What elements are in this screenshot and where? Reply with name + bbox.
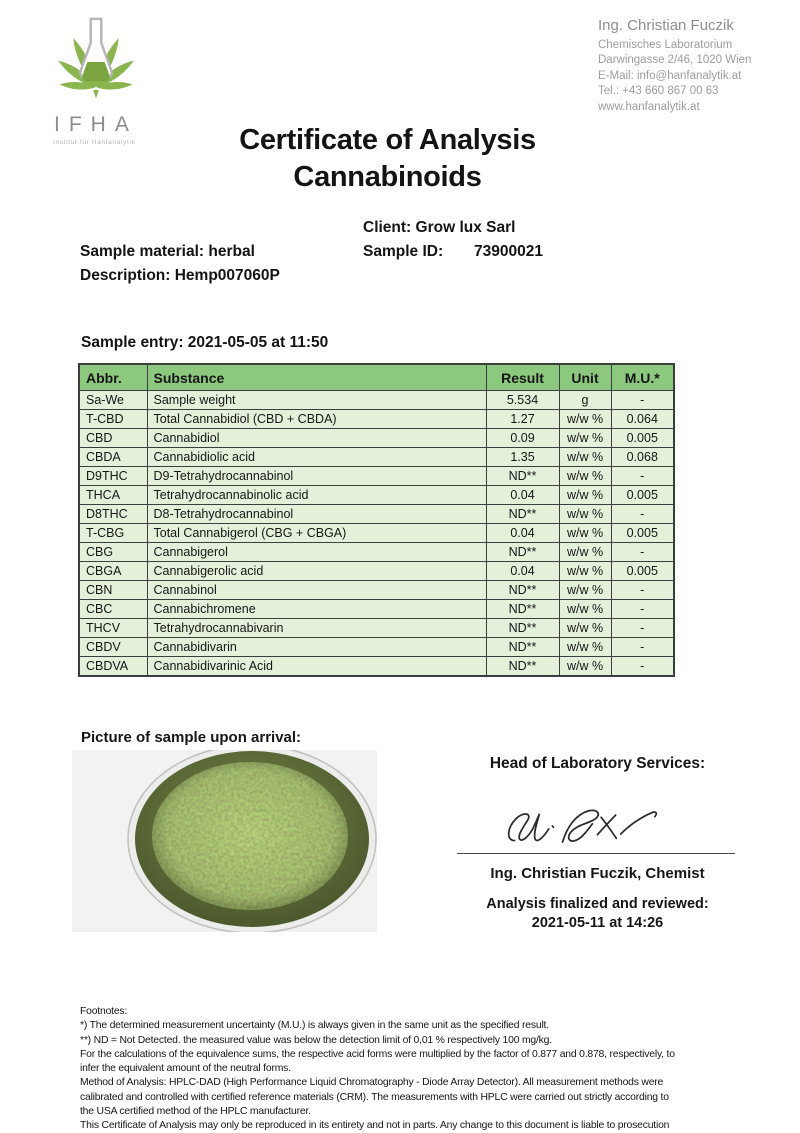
table-cell: THCV — [79, 619, 147, 638]
table-cell: w/w % — [559, 657, 611, 677]
table-cell: w/w % — [559, 524, 611, 543]
table-cell: Cannabichromene — [147, 600, 486, 619]
table-column-header: Result — [486, 364, 559, 391]
table-column-header: Abbr. — [79, 364, 147, 391]
description-line: Description: Hemp007060P — [80, 267, 280, 284]
footnote-line: calibrated and controlled with certified reference materials (CRM). The measurements with HPLC were carried out strictly according to — [80, 1091, 669, 1103]
table-cell: 0.005 — [611, 562, 674, 581]
table-column-header: Unit — [559, 364, 611, 391]
table-cell: w/w % — [559, 600, 611, 619]
footnote-line: For the calculations of the equivalence sums, the respective acid forms were multiplied by the factor of 0.877 and 0.878, respectively, to — [80, 1048, 675, 1060]
table-row — [79, 562, 674, 581]
table-row — [79, 600, 674, 619]
table-cell: 0.005 — [611, 524, 674, 543]
table-cell: Cannabigerol — [147, 543, 486, 562]
table-cell: Tetrahydrocannabivarin — [147, 619, 486, 638]
signature-heading: Head of Laboratory Services: — [489, 755, 706, 772]
table-column-header: M.U.* — [611, 364, 674, 391]
table-cell: - — [611, 619, 674, 638]
flask-shape — [80, 19, 111, 81]
drop-shape — [93, 90, 99, 99]
lab-contact-name: Ing. Christian Fuczik — [598, 17, 734, 34]
table-cell: 0.005 — [611, 486, 674, 505]
table-cell: - — [611, 391, 674, 410]
table-row — [79, 581, 674, 600]
table-cell: T-CBG — [79, 524, 147, 543]
signature-graphic — [500, 798, 660, 854]
table-cell: Cannabidiolic acid — [147, 448, 486, 467]
table-cell: w/w % — [559, 562, 611, 581]
table-cell: ND** — [486, 467, 559, 486]
lab-contact-block — [598, 17, 751, 115]
logo-subtitle: Institut für Hanfanalytik — [53, 139, 136, 146]
footnotes-lines — [80, 1019, 792, 1133]
table-cell: - — [611, 505, 674, 524]
table-cell: - — [611, 467, 674, 486]
table-cell: w/w % — [559, 467, 611, 486]
table-cell: Cannabigerolic acid — [147, 562, 486, 581]
table-row — [79, 657, 674, 677]
table-body — [79, 391, 674, 677]
table-cell: - — [611, 638, 674, 657]
logo-acronym: IFHA — [54, 113, 138, 136]
table-cell: 0.04 — [486, 524, 559, 543]
table-cell: w/w % — [559, 448, 611, 467]
table-cell: Total Cannabidiol (CBD + CBDA) — [147, 410, 486, 429]
sample-photo — [72, 750, 377, 932]
sample-material-line: Sample material: herbal — [80, 243, 255, 260]
table-cell: w/w % — [559, 486, 611, 505]
sample-id-label: Sample ID: — [363, 243, 444, 260]
table-cell: CBDV — [79, 638, 147, 657]
table-row — [79, 467, 674, 486]
table-cell: CBDA — [79, 448, 147, 467]
footnotes-heading: Footnotes: — [80, 1006, 128, 1017]
table-cell: CBDVA — [79, 657, 147, 677]
footnote-line: the USA certified method of the HPLC manufacturer. — [80, 1106, 311, 1118]
table-cell: 1.27 — [486, 410, 559, 429]
document-title — [180, 122, 595, 196]
table-cell: w/w % — [559, 619, 611, 638]
table-cell: ND** — [486, 505, 559, 524]
table-cell: ND** — [486, 619, 559, 638]
table-cell: 0.005 — [611, 429, 674, 448]
table-cell: w/w % — [559, 581, 611, 600]
table-cell: ND** — [486, 543, 559, 562]
table-cell: Sa-We — [79, 391, 147, 410]
table-cell: Cannabidivarin — [147, 638, 486, 657]
herb-shade — [152, 762, 348, 910]
table-row — [79, 429, 674, 448]
table-cell: Cannabinol — [147, 581, 486, 600]
table-cell: Tetrahydrocannabinolic acid — [147, 486, 486, 505]
table-row — [79, 543, 674, 562]
table-cell: 5.534 — [486, 391, 559, 410]
footnote-line: *) The determined measurement uncertainty (M.U.) is always given in the same unit as the specified result. — [80, 1020, 549, 1032]
table-row — [79, 638, 674, 657]
lab-contact-lines — [598, 38, 751, 115]
table-cell: THCA — [79, 486, 147, 505]
footnote-line: Method of Analysis: HPLC-DAD (High Performance Liquid Chromatography - Diode Array Detector). All measurement methods were — [80, 1077, 664, 1089]
signer-name: Ing. Christian Fuczik, Chemist — [490, 865, 705, 882]
lab-contact-line: Chemisches Laboratorium — [598, 39, 733, 51]
table-cell: 0.04 — [486, 486, 559, 505]
footnotes — [80, 1005, 792, 1133]
table-cell: D9THC — [79, 467, 147, 486]
table-cell: w/w % — [559, 429, 611, 448]
footnote-line: This Certificate of Analysis may only be reproduced in its entirety and not in parts. Any change to this document is liable to prosecution — [80, 1120, 670, 1132]
hemp-flask-logo-icon — [48, 14, 144, 112]
table-cell: ND** — [486, 638, 559, 657]
table-cell: ND** — [486, 581, 559, 600]
table-row — [79, 524, 674, 543]
table-cell: T-CBD — [79, 410, 147, 429]
signature-line — [457, 853, 735, 854]
table-row — [79, 391, 674, 410]
sample-picture-caption: Picture of sample upon arrival: — [81, 729, 302, 746]
table-cell: w/w % — [559, 505, 611, 524]
table-cell: 0.064 — [611, 410, 674, 429]
table-cell: CBG — [79, 543, 147, 562]
table-column-header: Substance — [147, 364, 486, 391]
table-cell: w/w % — [559, 543, 611, 562]
table-cell: CBD — [79, 429, 147, 448]
lab-contact-line: www.hanfanalytik.at — [598, 100, 700, 113]
title-line-1: Certificate of Analysis — [239, 124, 536, 156]
table-cell: D8THC — [79, 505, 147, 524]
lab-contact-line: Tel.: +43 660 867 00 63 — [598, 85, 719, 98]
table-header-row — [79, 364, 674, 391]
table-cell: Sample weight — [147, 391, 486, 410]
table-cell: 0.04 — [486, 562, 559, 581]
table-row — [79, 410, 674, 429]
table-cell: ND** — [486, 600, 559, 619]
table-cell: Cannabidiol — [147, 429, 486, 448]
table-cell: ND** — [486, 657, 559, 677]
footnote-line: **) ND = Not Detected. the measured value was below the detection limit of 0,01 % respectively 100 mg/kg. — [80, 1034, 552, 1046]
table-cell: D9-Tetrahydrocannabinol — [147, 467, 486, 486]
table-cell: D8-Tetrahydrocannabinol — [147, 505, 486, 524]
footnote-line: infer the equivalent amount of the neutral forms. — [80, 1063, 291, 1075]
results-table — [78, 363, 675, 677]
table-row — [79, 486, 674, 505]
table-cell: 0.068 — [611, 448, 674, 467]
client-line: Client: Grow lux Sarl — [363, 219, 516, 236]
finalized-date: 2021-05-11 at 14:26 — [531, 915, 664, 931]
title-line-2: Cannabinoids — [293, 161, 482, 193]
table-row — [79, 505, 674, 524]
table-cell: 0.09 — [486, 429, 559, 448]
table-cell: w/w % — [559, 638, 611, 657]
table-cell: w/w % — [559, 410, 611, 429]
table-cell: - — [611, 543, 674, 562]
table-cell: CBN — [79, 581, 147, 600]
table-cell: Total Cannabigerol (CBG + CBGA) — [147, 524, 486, 543]
table-row — [79, 448, 674, 467]
lab-contact-line: Darwingasse 2/46, 1020 Wien — [598, 54, 752, 67]
table-cell: g — [559, 391, 611, 410]
table-cell: CBC — [79, 600, 147, 619]
table-cell: - — [611, 581, 674, 600]
table-cell: Cannabidivarinic Acid — [147, 657, 486, 677]
table-cell: - — [611, 600, 674, 619]
table-cell: 1.35 — [486, 448, 559, 467]
table-cell: - — [611, 657, 674, 677]
sample-entry-line: Sample entry: 2021-05-05 at 11:50 — [81, 334, 329, 351]
lab-contact-line: E-Mail: info@hanfanalytik.at — [598, 69, 742, 82]
table-row — [79, 619, 674, 638]
table-cell: CBGA — [79, 562, 147, 581]
sample-id-value: 73900021 — [474, 243, 543, 260]
finalized-label: Analysis finalized and reviewed: — [486, 896, 709, 912]
